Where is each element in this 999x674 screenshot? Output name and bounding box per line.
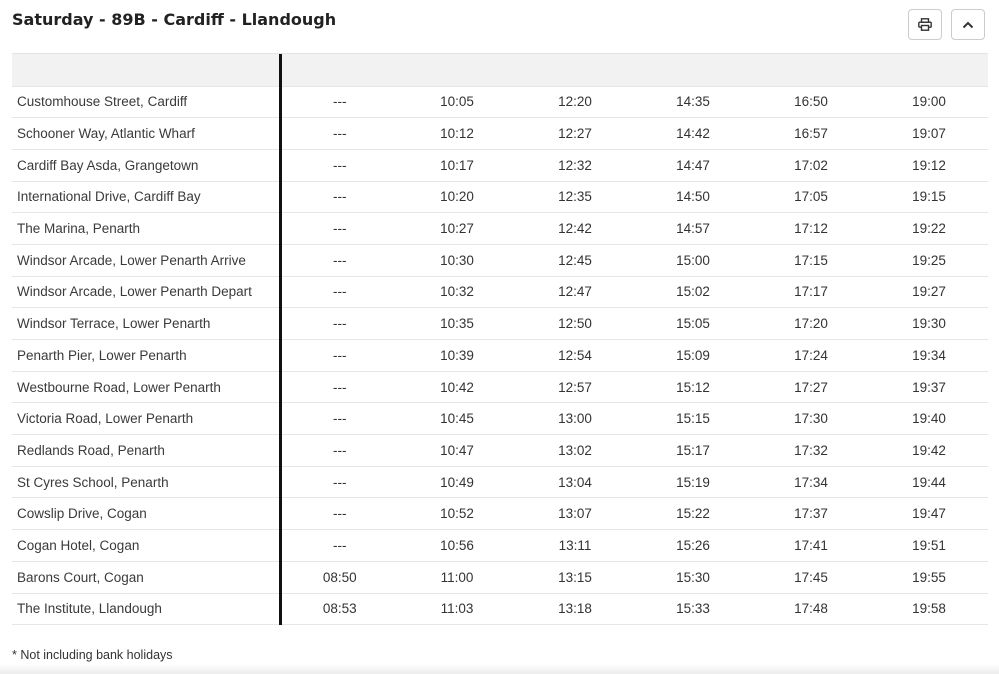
table-row xyxy=(12,86,988,118)
departure-time: 15:15 xyxy=(634,403,752,435)
stop-name: Redlands Road, Penarth xyxy=(12,435,280,467)
departure-time: 12:42 xyxy=(516,213,634,245)
departure-time: 15:19 xyxy=(634,466,752,498)
bottom-shade xyxy=(0,664,999,674)
departure-time: --- xyxy=(280,340,398,372)
departure-time: 19:42 xyxy=(870,435,988,467)
departure-time: 12:57 xyxy=(516,371,634,403)
departure-time: 14:57 xyxy=(634,213,752,245)
departure-time: --- xyxy=(280,403,398,435)
departure-time: 17:12 xyxy=(752,213,870,245)
departure-time: --- xyxy=(280,244,398,276)
column-header xyxy=(634,54,752,86)
stop-name: Victoria Road, Lower Penarth xyxy=(12,403,280,435)
departure-time: 10:49 xyxy=(398,466,516,498)
departure-time: 10:47 xyxy=(398,435,516,467)
departure-time: 17:32 xyxy=(752,435,870,467)
table-row xyxy=(12,213,988,245)
departure-time: 10:17 xyxy=(398,149,516,181)
departure-time: 17:02 xyxy=(752,149,870,181)
departure-time: 19:27 xyxy=(870,276,988,308)
departure-time: 12:32 xyxy=(516,149,634,181)
stop-name: International Drive, Cardiff Bay xyxy=(12,181,280,213)
departure-time: 12:50 xyxy=(516,308,634,340)
departure-time: 17:24 xyxy=(752,340,870,372)
column-header xyxy=(12,54,280,86)
departure-time: 11:00 xyxy=(398,561,516,593)
departure-time: 12:35 xyxy=(516,181,634,213)
departure-time: 12:27 xyxy=(516,118,634,150)
departure-time: 15:00 xyxy=(634,244,752,276)
departure-time: 17:30 xyxy=(752,403,870,435)
departure-time: 17:27 xyxy=(752,371,870,403)
timetable-header-row xyxy=(12,54,988,86)
departure-time: --- xyxy=(280,86,398,118)
departure-time: 10:27 xyxy=(398,213,516,245)
departure-time: --- xyxy=(280,435,398,467)
departure-time: 15:12 xyxy=(634,371,752,403)
departure-time: 15:09 xyxy=(634,340,752,372)
departure-time: 13:04 xyxy=(516,466,634,498)
departure-time: 12:54 xyxy=(516,340,634,372)
departure-time: 10:56 xyxy=(398,530,516,562)
departure-time: 10:45 xyxy=(398,403,516,435)
departure-time: 10:12 xyxy=(398,118,516,150)
departure-time: 19:47 xyxy=(870,498,988,530)
departure-time: 19:15 xyxy=(870,181,988,213)
stop-name: Cogan Hotel, Cogan xyxy=(12,530,280,562)
table-row xyxy=(12,149,988,181)
table-row xyxy=(12,466,988,498)
departure-time: 17:17 xyxy=(752,276,870,308)
departure-time: --- xyxy=(280,530,398,562)
departure-time: 10:35 xyxy=(398,308,516,340)
departure-time: --- xyxy=(280,118,398,150)
departure-time: 12:20 xyxy=(516,86,634,118)
departure-time: 16:57 xyxy=(752,118,870,150)
table-row xyxy=(12,244,988,276)
table-row xyxy=(12,403,988,435)
timetable-header xyxy=(0,0,999,52)
table-row xyxy=(12,118,988,150)
departure-time: --- xyxy=(280,149,398,181)
stop-name: Cowslip Drive, Cogan xyxy=(12,498,280,530)
departure-time: 15:26 xyxy=(634,530,752,562)
departure-time: 14:35 xyxy=(634,86,752,118)
table-row xyxy=(12,561,988,593)
departure-time: 19:22 xyxy=(870,213,988,245)
departure-time: 19:12 xyxy=(870,149,988,181)
chevron-up-icon xyxy=(962,21,974,29)
departure-time: 17:20 xyxy=(752,308,870,340)
table-row xyxy=(12,308,988,340)
departure-time: 19:51 xyxy=(870,530,988,562)
table-row xyxy=(12,276,988,308)
departure-time: 13:18 xyxy=(516,593,634,625)
departure-time: 13:02 xyxy=(516,435,634,467)
departure-time: 10:05 xyxy=(398,86,516,118)
stop-name: Westbourne Road, Lower Penarth xyxy=(12,371,280,403)
departure-time: 19:44 xyxy=(870,466,988,498)
departure-time: --- xyxy=(280,466,398,498)
departure-time: 10:52 xyxy=(398,498,516,530)
departure-time: 13:15 xyxy=(516,561,634,593)
departure-time: 14:42 xyxy=(634,118,752,150)
departure-time: 15:02 xyxy=(634,276,752,308)
stop-name: Customhouse Street, Cardiff xyxy=(12,86,280,118)
departure-time: --- xyxy=(280,276,398,308)
table-row xyxy=(12,593,988,625)
departure-time: 19:40 xyxy=(870,403,988,435)
table-row xyxy=(12,435,988,467)
departure-time: 19:00 xyxy=(870,86,988,118)
departure-time: 19:30 xyxy=(870,308,988,340)
departure-time: 17:41 xyxy=(752,530,870,562)
timetable-body xyxy=(12,86,988,625)
departure-time: 19:34 xyxy=(870,340,988,372)
column-header xyxy=(280,54,398,86)
departure-time: 15:30 xyxy=(634,561,752,593)
departure-time: 14:50 xyxy=(634,181,752,213)
column-header xyxy=(752,54,870,86)
footnote: * Not including bank holidays xyxy=(12,648,173,662)
departure-time: 16:50 xyxy=(752,86,870,118)
stop-name: Barons Court, Cogan xyxy=(12,561,280,593)
stop-name: Windsor Terrace, Lower Penarth xyxy=(12,308,280,340)
departure-time: --- xyxy=(280,498,398,530)
table-row xyxy=(12,340,988,372)
departure-time: 15:17 xyxy=(634,435,752,467)
stop-name: Windsor Arcade, Lower Penarth Arrive xyxy=(12,244,280,276)
departure-time: 14:47 xyxy=(634,149,752,181)
departure-time: 10:32 xyxy=(398,276,516,308)
departure-time: 17:45 xyxy=(752,561,870,593)
column-header xyxy=(870,54,988,86)
column-header xyxy=(516,54,634,86)
departure-time: 12:47 xyxy=(516,276,634,308)
departure-time: 17:48 xyxy=(752,593,870,625)
stop-name: St Cyres School, Penarth xyxy=(12,466,280,498)
departure-time: --- xyxy=(280,371,398,403)
departure-time: --- xyxy=(280,181,398,213)
departure-time: 19:07 xyxy=(870,118,988,150)
table-row xyxy=(12,498,988,530)
timetable xyxy=(12,54,988,625)
departure-time: 10:30 xyxy=(398,244,516,276)
departure-time: 11:03 xyxy=(398,593,516,625)
departure-time: 19:25 xyxy=(870,244,988,276)
page-title: Saturday - 89B - Cardiff - Llandough xyxy=(12,10,337,29)
departure-time: 13:11 xyxy=(516,530,634,562)
stop-name: Schooner Way, Atlantic Wharf xyxy=(12,118,280,150)
departure-time: 17:15 xyxy=(752,244,870,276)
stop-name: Penarth Pier, Lower Penarth xyxy=(12,340,280,372)
departure-time: 15:05 xyxy=(634,308,752,340)
departure-time: 17:37 xyxy=(752,498,870,530)
departure-time: 17:05 xyxy=(752,181,870,213)
printer-icon xyxy=(918,18,932,31)
departure-time: 10:20 xyxy=(398,181,516,213)
stop-name: Windsor Arcade, Lower Penarth Depart xyxy=(12,276,280,308)
departure-time: 08:50 xyxy=(280,561,398,593)
print-button[interactable] xyxy=(908,9,942,40)
table-row xyxy=(12,530,988,562)
departure-time: 19:55 xyxy=(870,561,988,593)
table-row xyxy=(12,181,988,213)
stop-name: The Marina, Penarth xyxy=(12,213,280,245)
departure-time: 08:53 xyxy=(280,593,398,625)
departure-time: --- xyxy=(280,308,398,340)
collapse-button[interactable] xyxy=(951,9,985,40)
departure-time: 13:07 xyxy=(516,498,634,530)
departure-time: 12:45 xyxy=(516,244,634,276)
departure-time: 10:42 xyxy=(398,371,516,403)
table-row xyxy=(12,371,988,403)
departure-time: 15:22 xyxy=(634,498,752,530)
column-header xyxy=(398,54,516,86)
departure-time: 15:33 xyxy=(634,593,752,625)
departure-time: 13:00 xyxy=(516,403,634,435)
stop-name: The Institute, Llandough xyxy=(12,593,280,625)
departure-time: 10:39 xyxy=(398,340,516,372)
departure-time: --- xyxy=(280,213,398,245)
departure-time: 17:34 xyxy=(752,466,870,498)
stop-name: Cardiff Bay Asda, Grangetown xyxy=(12,149,280,181)
departure-time: 19:37 xyxy=(870,371,988,403)
departure-time: 19:58 xyxy=(870,593,988,625)
